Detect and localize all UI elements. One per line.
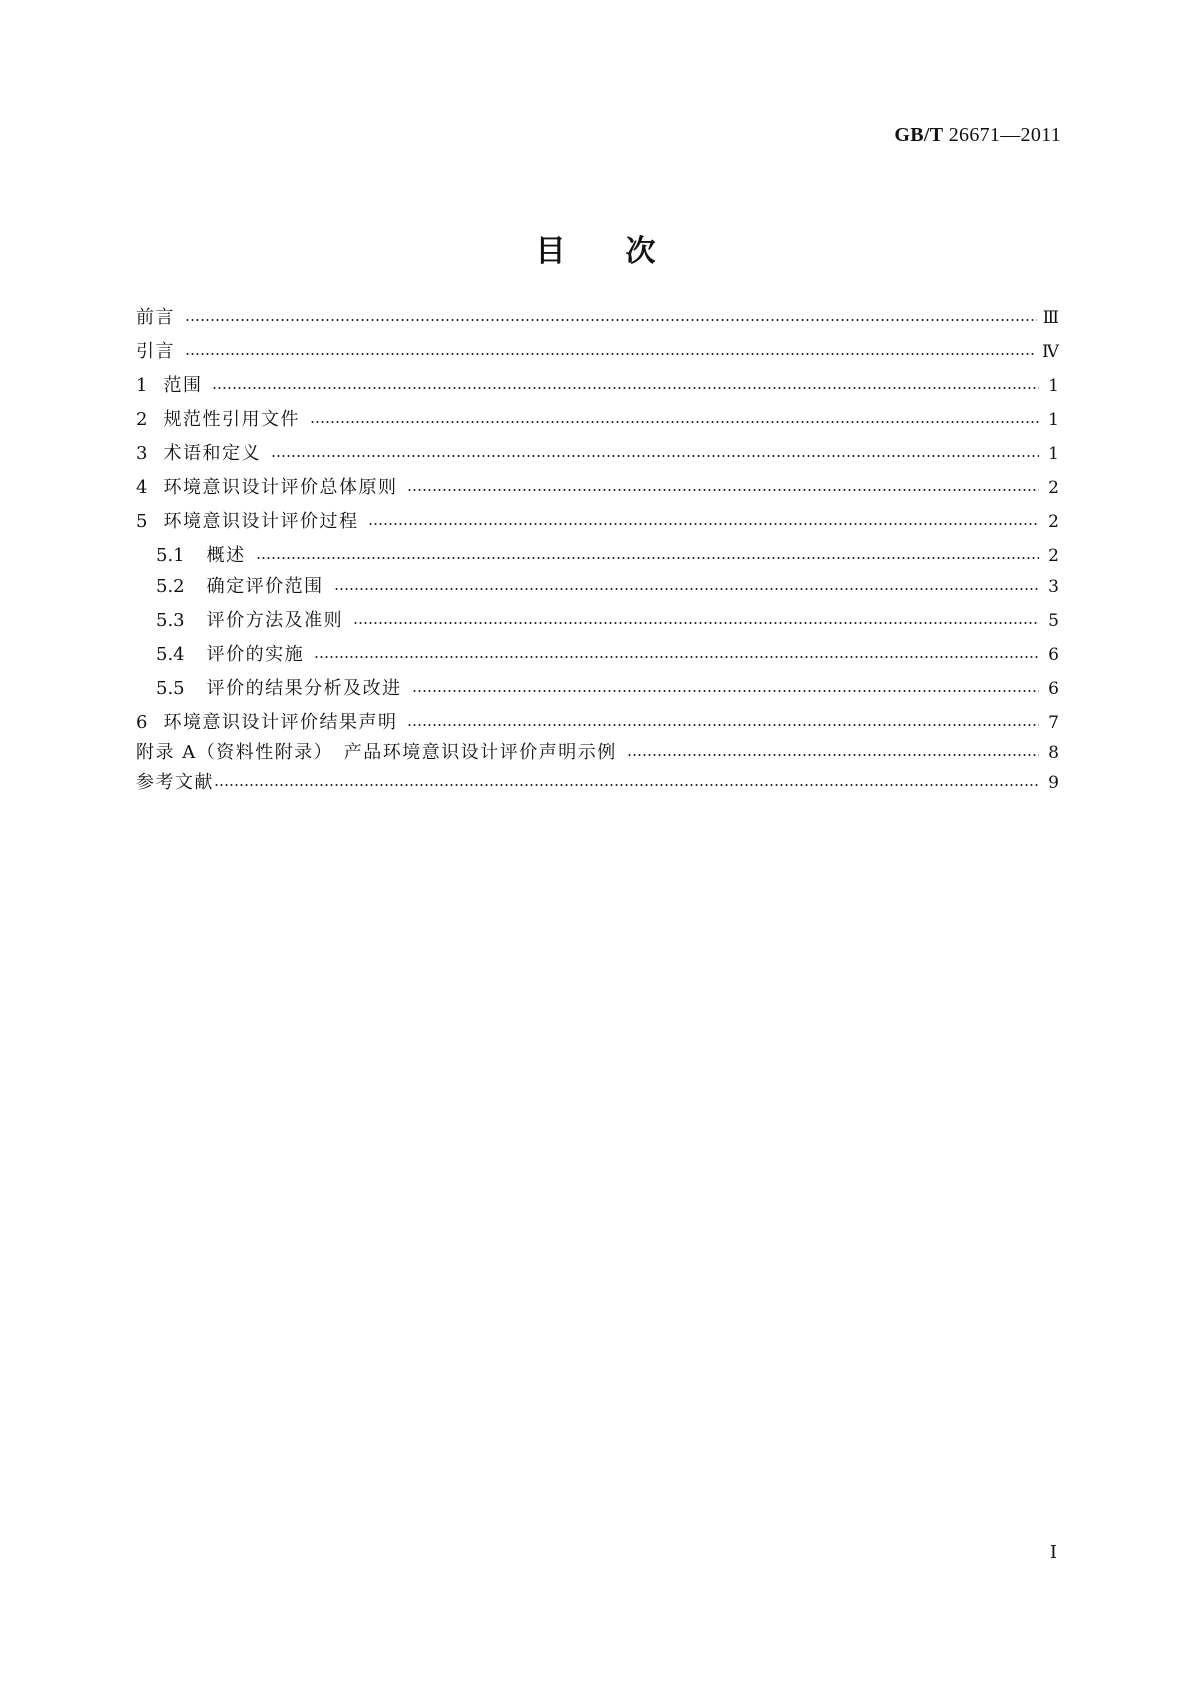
toc-entry-5-1[interactable]: [136, 542, 1059, 570]
toc-entry-label: 评价的实施: [206, 644, 305, 665]
toc-entry-page: 7: [1048, 713, 1059, 733]
toc-entry-number: 5: [136, 511, 148, 532]
page-number: Ⅰ: [1049, 1542, 1057, 1563]
toc-entry-number: 4: [136, 477, 148, 498]
toc-entry-page: 6: [1048, 645, 1059, 665]
toc-entry-label: 术语和定义: [163, 443, 261, 464]
toc-leader-dots: [627, 754, 1039, 756]
toc-leader-dots: [407, 724, 1039, 726]
toc-entry-5-4[interactable]: [136, 641, 1059, 669]
page-title-char-2: 次: [625, 234, 656, 269]
toc-entry-page: Ⅳ: [1042, 342, 1059, 362]
toc-entry-4[interactable]: [136, 474, 1059, 502]
toc-entry-introduction[interactable]: [136, 338, 1059, 366]
toc-entry-1[interactable]: [136, 372, 1059, 400]
toc-entry-page: 6: [1048, 679, 1059, 699]
toc-entry-page: 1: [1048, 376, 1059, 396]
toc-leader-dots: [353, 622, 1039, 624]
page-title-char-1: 目: [535, 234, 566, 269]
toc-leader-dots: [212, 387, 1039, 389]
toc-entry-page: 1: [1048, 444, 1059, 464]
document-code-header: [894, 124, 1061, 147]
toc-entry-number: 6: [136, 712, 148, 733]
toc-entry-page: 9: [1048, 773, 1059, 793]
toc-entry-label: 环境意识设计评价过程: [163, 511, 359, 532]
toc-entry-5-2[interactable]: [136, 573, 1059, 601]
toc-entry-label: 范围: [163, 375, 203, 396]
toc-entry-number: 5.4: [156, 644, 185, 665]
standard-prefix: GB/T: [894, 124, 944, 146]
toc-entry-label: 参考文献: [136, 772, 214, 793]
toc-leader-dots: [310, 421, 1039, 423]
toc-entry-number: 1: [136, 375, 148, 396]
toc-entry-label: 评价方法及准则: [206, 610, 344, 631]
toc-entry-label: 环境意识设计评价总体原则: [163, 477, 398, 498]
toc-entry-3[interactable]: [136, 440, 1059, 468]
toc-entry-5-3[interactable]: [136, 607, 1059, 635]
toc-entry-page: 2: [1048, 512, 1059, 532]
toc-entry-label: 引言: [136, 341, 175, 362]
toc-leader-dots: [368, 523, 1039, 525]
toc-entry-5-5[interactable]: [136, 675, 1059, 703]
toc-entry-label: 附录 A（资料性附录） 产品环境意识设计评价声明示例: [136, 742, 617, 763]
toc-entry-references[interactable]: [136, 769, 1059, 797]
toc-entry-number: 2: [136, 409, 148, 430]
toc-entry-label: 概述: [206, 545, 246, 566]
toc-entry-foreword[interactable]: [136, 304, 1059, 332]
toc-entry-page: 2: [1048, 546, 1059, 566]
toc-entry-number: 5.2: [156, 576, 185, 597]
toc-entry-number: 5.1: [156, 545, 185, 566]
toc-entry-number: 3: [136, 443, 148, 464]
toc-leader-dots: [314, 656, 1039, 658]
toc-entry-page: 1: [1048, 410, 1059, 430]
toc-entry-label: 确定评价范围: [206, 576, 324, 597]
toc-leader-dots: [185, 353, 1036, 355]
toc-entry-number: 5.3: [156, 610, 185, 631]
toc-entry-6[interactable]: [136, 709, 1059, 737]
toc-leader-dots: [412, 690, 1039, 692]
toc-entry-page: 5: [1048, 611, 1059, 631]
toc-entry-label: 前言: [136, 307, 175, 328]
toc-entry-page: 8: [1048, 743, 1059, 763]
toc-entry-2[interactable]: [136, 406, 1059, 434]
toc-leader-dots: [256, 557, 1039, 559]
page-title: [0, 226, 1191, 270]
toc-leader-dots: [185, 319, 1037, 321]
toc-entry-page: Ⅲ: [1042, 308, 1059, 328]
toc-entry-5[interactable]: [136, 508, 1059, 536]
standard-number: 26671—2011: [948, 124, 1061, 146]
toc-entry-number: 5.5: [156, 678, 185, 699]
toc-leader-dots: [334, 588, 1039, 590]
toc-leader-dots: [214, 784, 1039, 786]
toc-entry-label: 规范性引用文件: [163, 409, 300, 430]
toc-entry-page: 3: [1048, 577, 1059, 597]
toc-entry-appendix-a[interactable]: [136, 739, 1059, 767]
toc-leader-dots: [271, 455, 1039, 457]
toc-entry-page: 2: [1048, 478, 1059, 498]
toc-entry-label: 评价的结果分析及改进: [206, 678, 402, 699]
toc-entry-label: 环境意识设计评价结果声明: [163, 712, 398, 733]
toc-leader-dots: [407, 489, 1039, 491]
